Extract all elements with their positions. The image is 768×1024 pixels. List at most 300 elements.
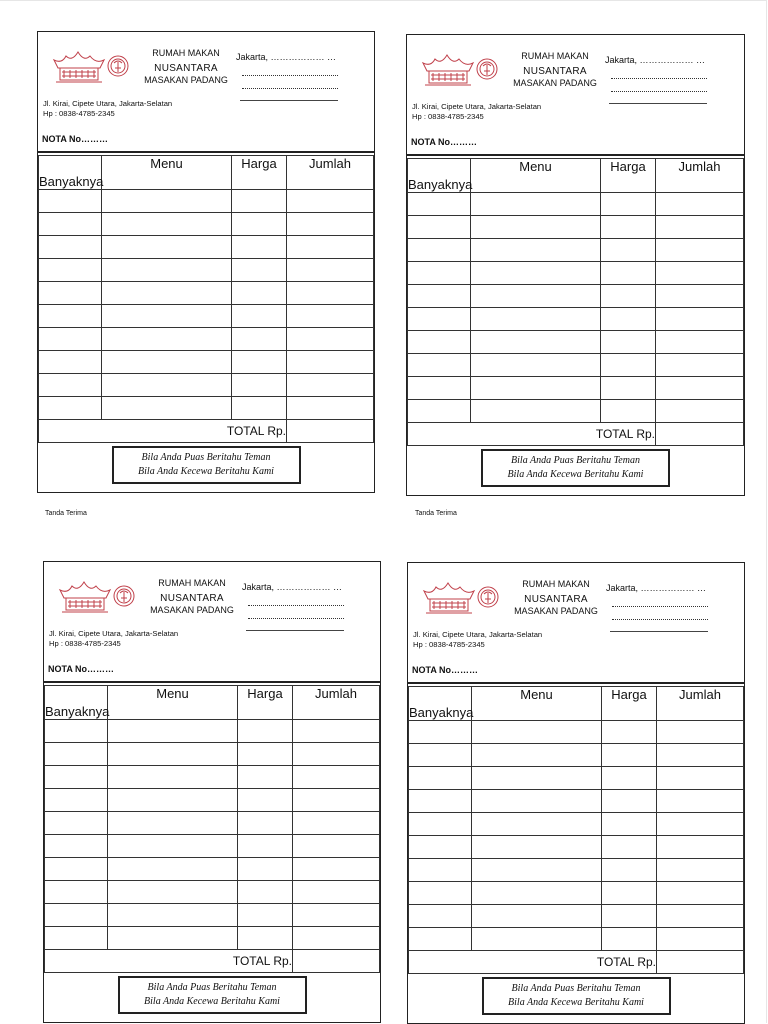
date-label: Jakarta, [242, 582, 275, 592]
date-row [606, 583, 741, 595]
price-cell[interactable] [601, 193, 656, 216]
restaurant-name: NUSANTARA [524, 594, 588, 605]
items-table [44, 685, 380, 973]
amount-cell[interactable] [657, 790, 744, 813]
table-row [409, 767, 744, 790]
receipt-header [38, 32, 374, 153]
price-cell[interactable] [601, 377, 656, 400]
menu-cell[interactable] [472, 767, 602, 790]
address-block [413, 630, 542, 650]
menu-cell[interactable] [471, 354, 601, 377]
cuisine-label: MASAKAN PADANG [144, 75, 228, 85]
menu-cell[interactable] [102, 328, 232, 351]
price-cell[interactable] [238, 720, 293, 743]
date-area [242, 582, 377, 631]
amount-cell[interactable] [287, 259, 374, 282]
table-row [409, 905, 744, 928]
restaurant-type: RUMAH MAKAN [152, 48, 220, 58]
price-cell[interactable] [232, 190, 287, 213]
table-row [409, 836, 744, 859]
amount-cell[interactable] [287, 305, 374, 328]
nota-number: NOTA No……… [412, 665, 478, 675]
slogan-line-2: Bila Anda Kecewa Beritahu Kami [138, 466, 274, 477]
price-cell[interactable] [238, 904, 293, 927]
total-value-cell[interactable] [293, 950, 380, 973]
amount-cell[interactable] [657, 813, 744, 836]
slogan-line-1: Bila Anda Puas Beritahu Teman [141, 452, 271, 463]
nota-number: NOTA No……… [411, 137, 477, 147]
menu-cell[interactable] [471, 400, 601, 423]
qty-cell[interactable] [45, 835, 108, 858]
table-row [409, 790, 744, 813]
menu-cell[interactable] [472, 744, 602, 767]
column-header-amount: Jumlah [656, 159, 744, 193]
address: Jl. Kirai, Cipete Utara, Jakarta-Selatan [49, 629, 179, 638]
price-cell[interactable] [232, 374, 287, 397]
restaurant-name: NUSANTARA [160, 593, 224, 604]
date-dotted-line [612, 608, 708, 620]
address: Jl. Kirai, Cipete Utara, Jakarta-Selatan [413, 630, 543, 639]
menu-cell[interactable] [102, 282, 232, 305]
total-row [39, 420, 374, 443]
menu-cell[interactable] [108, 904, 238, 927]
price-cell[interactable] [601, 308, 656, 331]
qty-cell[interactable] [45, 858, 108, 881]
qty-cell[interactable] [45, 766, 108, 789]
amount-cell[interactable] [293, 858, 380, 881]
column-header-price: Harga [601, 159, 656, 193]
item-rows [408, 193, 744, 423]
price-cell[interactable] [238, 927, 293, 950]
menu-cell[interactable] [108, 881, 238, 904]
amount-cell[interactable] [656, 331, 744, 354]
total-value-cell[interactable] [287, 420, 374, 443]
price-cell[interactable] [238, 766, 293, 789]
table-header-row [408, 159, 744, 193]
price-cell[interactable] [601, 331, 656, 354]
column-header-price: Harga [238, 686, 293, 720]
qty-cell[interactable] [409, 882, 472, 905]
table-row [39, 259, 374, 282]
table-row [408, 262, 744, 285]
total-row [45, 950, 380, 973]
amount-cell[interactable] [287, 213, 374, 236]
amount-cell[interactable] [657, 928, 744, 951]
price-cell[interactable] [232, 282, 287, 305]
amount-cell[interactable] [657, 721, 744, 744]
items-table [407, 158, 744, 446]
price-cell[interactable] [232, 328, 287, 351]
date-row [605, 55, 740, 67]
receipt-header [408, 563, 744, 684]
phone: Hp : 0838-4785-2345 [413, 640, 485, 649]
amount-cell[interactable] [293, 743, 380, 766]
menu-cell[interactable] [471, 239, 601, 262]
amount-cell[interactable] [656, 239, 744, 262]
amount-cell[interactable] [287, 282, 374, 305]
slogan-box [481, 449, 670, 487]
amount-cell[interactable] [287, 236, 374, 259]
column-header-qty: Banyaknya [408, 159, 471, 193]
column-header-qty: Banyaknya [39, 156, 102, 190]
menu-cell[interactable] [471, 285, 601, 308]
price-cell[interactable] [601, 285, 656, 308]
menu-cell[interactable] [471, 377, 601, 400]
total-label: TOTAL Rp. [39, 420, 287, 443]
qty-cell[interactable] [408, 331, 471, 354]
amount-cell[interactable] [657, 744, 744, 767]
price-cell[interactable] [238, 835, 293, 858]
price-cell[interactable] [238, 743, 293, 766]
phone: Hp : 0838-4785-2345 [43, 109, 115, 118]
address-block [49, 629, 178, 649]
price-cell[interactable] [601, 216, 656, 239]
qty-cell[interactable] [45, 743, 108, 766]
amount-cell[interactable] [656, 262, 744, 285]
price-cell[interactable] [602, 836, 657, 859]
table-row [409, 882, 744, 905]
qty-cell[interactable] [408, 216, 471, 239]
amount-cell[interactable] [293, 789, 380, 812]
table-row [408, 331, 744, 354]
table-row [408, 400, 744, 423]
qty-cell[interactable] [45, 720, 108, 743]
qty-cell[interactable] [39, 374, 102, 397]
qty-cell[interactable] [409, 744, 472, 767]
menu-cell[interactable] [102, 351, 232, 374]
menu-cell[interactable] [471, 331, 601, 354]
qty-cell[interactable] [409, 721, 472, 744]
slogan-line-1: Bila Anda Puas Beritahu Teman [511, 983, 641, 994]
total-label: TOTAL Rp. [45, 950, 293, 973]
qty-cell[interactable] [409, 859, 472, 882]
menu-cell[interactable] [108, 858, 238, 881]
price-cell[interactable] [602, 767, 657, 790]
price-cell[interactable] [601, 239, 656, 262]
total-value-cell[interactable] [656, 423, 744, 446]
price-cell[interactable] [602, 905, 657, 928]
amount-cell[interactable] [656, 354, 744, 377]
menu-cell[interactable] [472, 928, 602, 951]
items-table [408, 686, 744, 974]
menu-cell[interactable] [471, 193, 601, 216]
price-cell[interactable] [602, 721, 657, 744]
restaurant-name: NUSANTARA [523, 66, 587, 77]
table-row [408, 193, 744, 216]
price-cell[interactable] [232, 259, 287, 282]
qty-cell[interactable] [408, 308, 471, 331]
cuisine-label: MASAKAN PADANG [513, 78, 597, 88]
menu-cell[interactable] [472, 790, 602, 813]
menu-cell[interactable] [108, 766, 238, 789]
qty-cell[interactable] [39, 213, 102, 236]
restaurant-type: RUMAH MAKAN [158, 578, 226, 588]
menu-cell[interactable] [472, 905, 602, 928]
table-row [39, 282, 374, 305]
menu-cell[interactable] [108, 835, 238, 858]
table-row [39, 236, 374, 259]
address-block [412, 102, 541, 122]
date-area [605, 55, 740, 104]
nota-number: NOTA No……… [42, 134, 108, 144]
menu-cell[interactable] [471, 216, 601, 239]
slogan-box [482, 977, 671, 1015]
date-dots: ……………… … [639, 55, 706, 65]
amount-cell[interactable] [287, 328, 374, 351]
table-row [408, 377, 744, 400]
slogan-line-1: Bila Anda Puas Beritahu Teman [511, 455, 640, 466]
item-rows [409, 721, 744, 951]
amount-cell[interactable] [657, 882, 744, 905]
date-row [236, 52, 371, 64]
qty-cell[interactable] [45, 927, 108, 950]
table-row [39, 374, 374, 397]
amount-cell[interactable] [293, 835, 380, 858]
menu-cell[interactable] [108, 720, 238, 743]
menu-cell[interactable] [102, 374, 232, 397]
table-row [39, 351, 374, 374]
total-label: TOTAL Rp. [408, 423, 656, 446]
qty-cell[interactable] [408, 193, 471, 216]
tanda-terima-label: Tanda Terima [415, 510, 457, 517]
qty-cell[interactable] [409, 790, 472, 813]
table-row [408, 285, 744, 308]
qty-cell[interactable] [45, 881, 108, 904]
table-row [39, 213, 374, 236]
amount-cell[interactable] [657, 859, 744, 882]
date-row [242, 582, 377, 594]
qty-cell[interactable] [39, 328, 102, 351]
slogan-line-2: Bila Anda Kecewa Beritahu Kami [144, 996, 280, 1007]
table-row [45, 720, 380, 743]
qty-cell[interactable] [45, 812, 108, 835]
date-label: Jakarta, [606, 583, 639, 593]
amount-cell[interactable] [293, 927, 380, 950]
slogan-box [112, 446, 301, 484]
signature-line [240, 99, 338, 101]
receipt-bottom-left [43, 561, 381, 1023]
price-cell[interactable] [232, 397, 287, 420]
menu-cell[interactable] [102, 213, 232, 236]
date-dotted-line [248, 594, 344, 606]
qty-cell[interactable] [408, 377, 471, 400]
menu-cell[interactable] [472, 813, 602, 836]
qty-cell[interactable] [39, 282, 102, 305]
date-area [606, 583, 741, 632]
amount-cell[interactable] [293, 720, 380, 743]
price-cell[interactable] [238, 812, 293, 835]
receipt-header [407, 35, 744, 156]
qty-cell[interactable] [408, 400, 471, 423]
amount-cell[interactable] [657, 767, 744, 790]
date-dotted-line [242, 64, 338, 76]
address: Jl. Kirai, Cipete Utara, Jakarta-Selatan [43, 99, 173, 108]
menu-cell[interactable] [102, 305, 232, 328]
items-table [38, 155, 374, 443]
qty-cell[interactable] [409, 836, 472, 859]
price-cell[interactable] [602, 744, 657, 767]
amount-cell[interactable] [287, 351, 374, 374]
menu-cell[interactable] [472, 836, 602, 859]
date-label: Jakarta, [236, 52, 269, 62]
amount-cell[interactable] [293, 881, 380, 904]
nota-number: NOTA No……… [48, 664, 114, 674]
qty-cell[interactable] [45, 904, 108, 927]
price-cell[interactable] [232, 351, 287, 374]
table-row [409, 859, 744, 882]
qty-cell[interactable] [409, 928, 472, 951]
receipt-header [44, 562, 380, 683]
address: Jl. Kirai, Cipete Utara, Jakarta-Selatan [412, 102, 542, 111]
price-cell[interactable] [232, 236, 287, 259]
receipt-top-left [37, 31, 375, 493]
menu-cell[interactable] [471, 308, 601, 331]
qty-cell[interactable] [409, 905, 472, 928]
menu-cell[interactable] [102, 236, 232, 259]
amount-cell[interactable] [287, 190, 374, 213]
column-header-menu: Menu [102, 156, 232, 190]
table-row [45, 904, 380, 927]
menu-cell[interactable] [108, 927, 238, 950]
amount-cell[interactable] [656, 193, 744, 216]
restaurant-type: RUMAH MAKAN [521, 51, 589, 61]
total-label: TOTAL Rp. [409, 951, 657, 974]
tanda-terima-label: Tanda Terima [45, 510, 87, 517]
column-header-menu: Menu [108, 686, 238, 720]
qty-cell[interactable] [39, 259, 102, 282]
column-header-price: Harga [232, 156, 287, 190]
total-row [409, 951, 744, 974]
amount-cell[interactable] [657, 905, 744, 928]
date-dotted-line [611, 80, 707, 92]
date-dotted-line [611, 67, 707, 79]
signature-line [246, 629, 344, 631]
price-cell[interactable] [601, 354, 656, 377]
amount-cell[interactable] [287, 374, 374, 397]
qty-cell[interactable] [39, 397, 102, 420]
column-header-amount: Jumlah [657, 687, 744, 721]
menu-cell[interactable] [472, 859, 602, 882]
price-cell[interactable] [601, 400, 656, 423]
date-label: Jakarta, [605, 55, 638, 65]
price-cell[interactable] [232, 213, 287, 236]
table-row [409, 928, 744, 951]
menu-cell[interactable] [102, 190, 232, 213]
qty-cell[interactable] [409, 767, 472, 790]
table-row [409, 813, 744, 836]
column-header-menu: Menu [471, 159, 601, 193]
price-cell[interactable] [602, 882, 657, 905]
table-row [408, 308, 744, 331]
qty-cell[interactable] [408, 239, 471, 262]
price-cell[interactable] [602, 859, 657, 882]
table-row [45, 743, 380, 766]
qty-cell[interactable] [39, 305, 102, 328]
slogan-line-2: Bila Anda Kecewa Beritahu Kami [508, 997, 644, 1008]
column-header-qty: Banyaknya [409, 687, 472, 721]
amount-cell[interactable] [656, 216, 744, 239]
amount-cell[interactable] [656, 308, 744, 331]
amount-cell[interactable] [293, 904, 380, 927]
table-row [45, 881, 380, 904]
table-row [45, 789, 380, 812]
cuisine-label: MASAKAN PADANG [150, 605, 234, 615]
amount-cell[interactable] [293, 812, 380, 835]
price-cell[interactable] [238, 789, 293, 812]
price-cell[interactable] [602, 790, 657, 813]
date-dotted-line [248, 607, 344, 619]
table-row [45, 835, 380, 858]
qty-cell[interactable] [39, 236, 102, 259]
amount-cell[interactable] [657, 836, 744, 859]
total-value-cell[interactable] [657, 951, 744, 974]
menu-cell[interactable] [102, 259, 232, 282]
table-row [409, 744, 744, 767]
price-cell[interactable] [602, 928, 657, 951]
address-block [43, 99, 172, 119]
qty-cell[interactable] [39, 351, 102, 374]
table-row [45, 812, 380, 835]
menu-cell[interactable] [102, 397, 232, 420]
table-row [408, 239, 744, 262]
amount-cell[interactable] [656, 285, 744, 308]
date-dotted-line [612, 595, 708, 607]
column-header-qty: Banyaknya [45, 686, 108, 720]
price-cell[interactable] [601, 262, 656, 285]
date-area [236, 52, 371, 101]
signature-line [610, 630, 708, 632]
menu-cell[interactable] [108, 743, 238, 766]
restaurant-name: NUSANTARA [154, 63, 218, 74]
table-header-row [39, 156, 374, 190]
table-row [39, 190, 374, 213]
price-cell[interactable] [232, 305, 287, 328]
date-dots: ……………… … [276, 582, 343, 592]
qty-cell[interactable] [409, 813, 472, 836]
menu-cell[interactable] [108, 812, 238, 835]
qty-cell[interactable] [408, 354, 471, 377]
table-row [45, 766, 380, 789]
amount-cell[interactable] [293, 766, 380, 789]
menu-cell[interactable] [472, 721, 602, 744]
receipt-bottom-right [407, 562, 745, 1024]
menu-cell[interactable] [108, 789, 238, 812]
date-dotted-line [242, 77, 338, 89]
amount-cell[interactable] [656, 400, 744, 423]
qty-cell[interactable] [45, 789, 108, 812]
qty-cell[interactable] [39, 190, 102, 213]
price-cell[interactable] [602, 813, 657, 836]
table-header-row [45, 686, 380, 720]
amount-cell[interactable] [656, 377, 744, 400]
table-row [408, 354, 744, 377]
price-cell[interactable] [238, 858, 293, 881]
date-dots: ……………… … [640, 583, 707, 593]
table-row [39, 305, 374, 328]
amount-cell[interactable] [287, 397, 374, 420]
column-header-menu: Menu [472, 687, 602, 721]
item-rows [39, 190, 374, 420]
table-row [408, 216, 744, 239]
slogan-line-1: Bila Anda Puas Beritahu Teman [147, 982, 277, 993]
table-row [45, 858, 380, 881]
menu-cell[interactable] [471, 262, 601, 285]
menu-cell[interactable] [472, 882, 602, 905]
table-row [45, 927, 380, 950]
qty-cell[interactable] [408, 262, 471, 285]
qty-cell[interactable] [408, 285, 471, 308]
price-cell[interactable] [238, 881, 293, 904]
